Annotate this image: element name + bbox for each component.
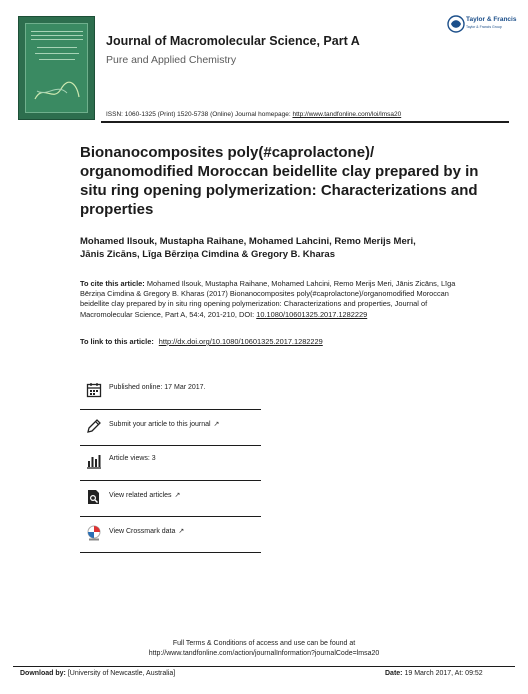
authors-line-1: Mohamed Ilsouk, Mustapha Raihane, Mohamed Lahcini, Remo Merijs Meri, (80, 236, 416, 247)
journal-title[interactable]: Journal of Macromolecular Science, Part A (106, 34, 360, 48)
calendar-icon (86, 382, 102, 398)
journal-subtitle: Pure and Applied Chemistry (106, 54, 237, 66)
download-info (20, 670, 175, 677)
authors-line-2: Jānis Zicāns, Līga Bērziņa Cimdina & Gregory B. Kharas (80, 249, 335, 260)
external-link-icon: ↗ (174, 492, 181, 499)
issn-line (106, 111, 401, 118)
article-doi-link[interactable]: http://dx.doi.org/10.1080/10601325.2017.1282229 (158, 337, 323, 346)
crossmark-label[interactable]: View Crossmark data (109, 528, 176, 535)
crossmark-row[interactable] (80, 515, 261, 550)
journal-cover-image (18, 16, 95, 120)
search-doc-icon (86, 489, 102, 505)
crossmark-icon (86, 525, 102, 541)
related-articles-row[interactable] (80, 479, 261, 514)
cover-decoration (31, 39, 83, 40)
footer-divider (13, 666, 515, 667)
article-views-row (80, 443, 261, 478)
submit-article-row[interactable] (80, 408, 261, 443)
bar-chart-icon (86, 453, 102, 469)
submit-article-label[interactable]: Submit your article to this journal (109, 421, 211, 428)
issn-text: ISSN: 1060-1325 (Print) 1520-5738 (Online) Journal homepage: (106, 111, 293, 118)
date-label: Date: (385, 670, 403, 677)
related-articles-link[interactable] (109, 491, 180, 499)
crossmark-link[interactable] (109, 527, 184, 535)
authors (80, 235, 500, 261)
date-value: 19 March 2017, At: 09:52 (404, 670, 483, 677)
cover-decoration (35, 53, 79, 54)
cite-text: Mohamed Ilsouk, Mustapha Raihane, Mohamed Lahcini, Remo Merijs Meri, Jānis Zicāns, Līga Bērziņa Cimdina & Gregory B. Kharas (2017) Bionanocomposites poly(#caprolactone)/organomodified Moroccan beidellite clay prepared by in situ ring opening polymerization: Characterizations and properties, Journal of Macromolecular Science, Part A, 54:4, 201-210, DOI: (80, 279, 456, 319)
link-label: To link to this article: (80, 337, 154, 346)
row-divider (80, 552, 261, 553)
external-link-icon: ↗ (178, 528, 185, 535)
publisher-logo-text: Taylor & Francis (466, 16, 517, 23)
terms-link[interactable]: http://www.tandfonline.com/action/journalInformation?journalCode=lmsa20 (148, 650, 380, 657)
published-online-row (80, 372, 261, 407)
cover-decoration (31, 35, 83, 36)
download-value: [University of Newcastle, Australia] (67, 670, 176, 677)
published-online-label: Published online: 17 Mar 2017. (109, 384, 206, 391)
cover-decoration (31, 31, 83, 32)
terms-text: Full Terms & Conditions of access and use can be found at (172, 640, 356, 647)
download-date (385, 670, 483, 677)
citation-block (80, 279, 480, 320)
download-label: Download by: (20, 670, 66, 677)
cite-label: To cite this article: (80, 279, 145, 288)
submit-article-link[interactable] (109, 420, 219, 428)
journal-homepage-link[interactable]: http://www.tandfonline.com/loi/lmsa20 (292, 111, 402, 118)
article-link-line (80, 337, 323, 346)
publisher-tagline: Taylor & Francis Group (466, 25, 502, 29)
header-divider (101, 121, 509, 123)
cover-decoration (39, 59, 75, 60)
edit-icon (86, 418, 102, 434)
article-title: Bionanocomposites poly(#caprolactone)/ organomodified Moroccan beidellite clay prepared by in situ ring opening polymerization: Characterizations and properties (80, 144, 479, 218)
related-articles-label[interactable]: View related articles (109, 492, 172, 499)
cover-decoration (37, 47, 77, 48)
article-views-label: Article views: 3 (109, 455, 156, 462)
external-link-icon: ↗ (213, 421, 220, 428)
cover-illustration (33, 79, 81, 105)
cite-doi-link[interactable]: 10.1080/10601325.2017.1282229 (256, 309, 368, 319)
